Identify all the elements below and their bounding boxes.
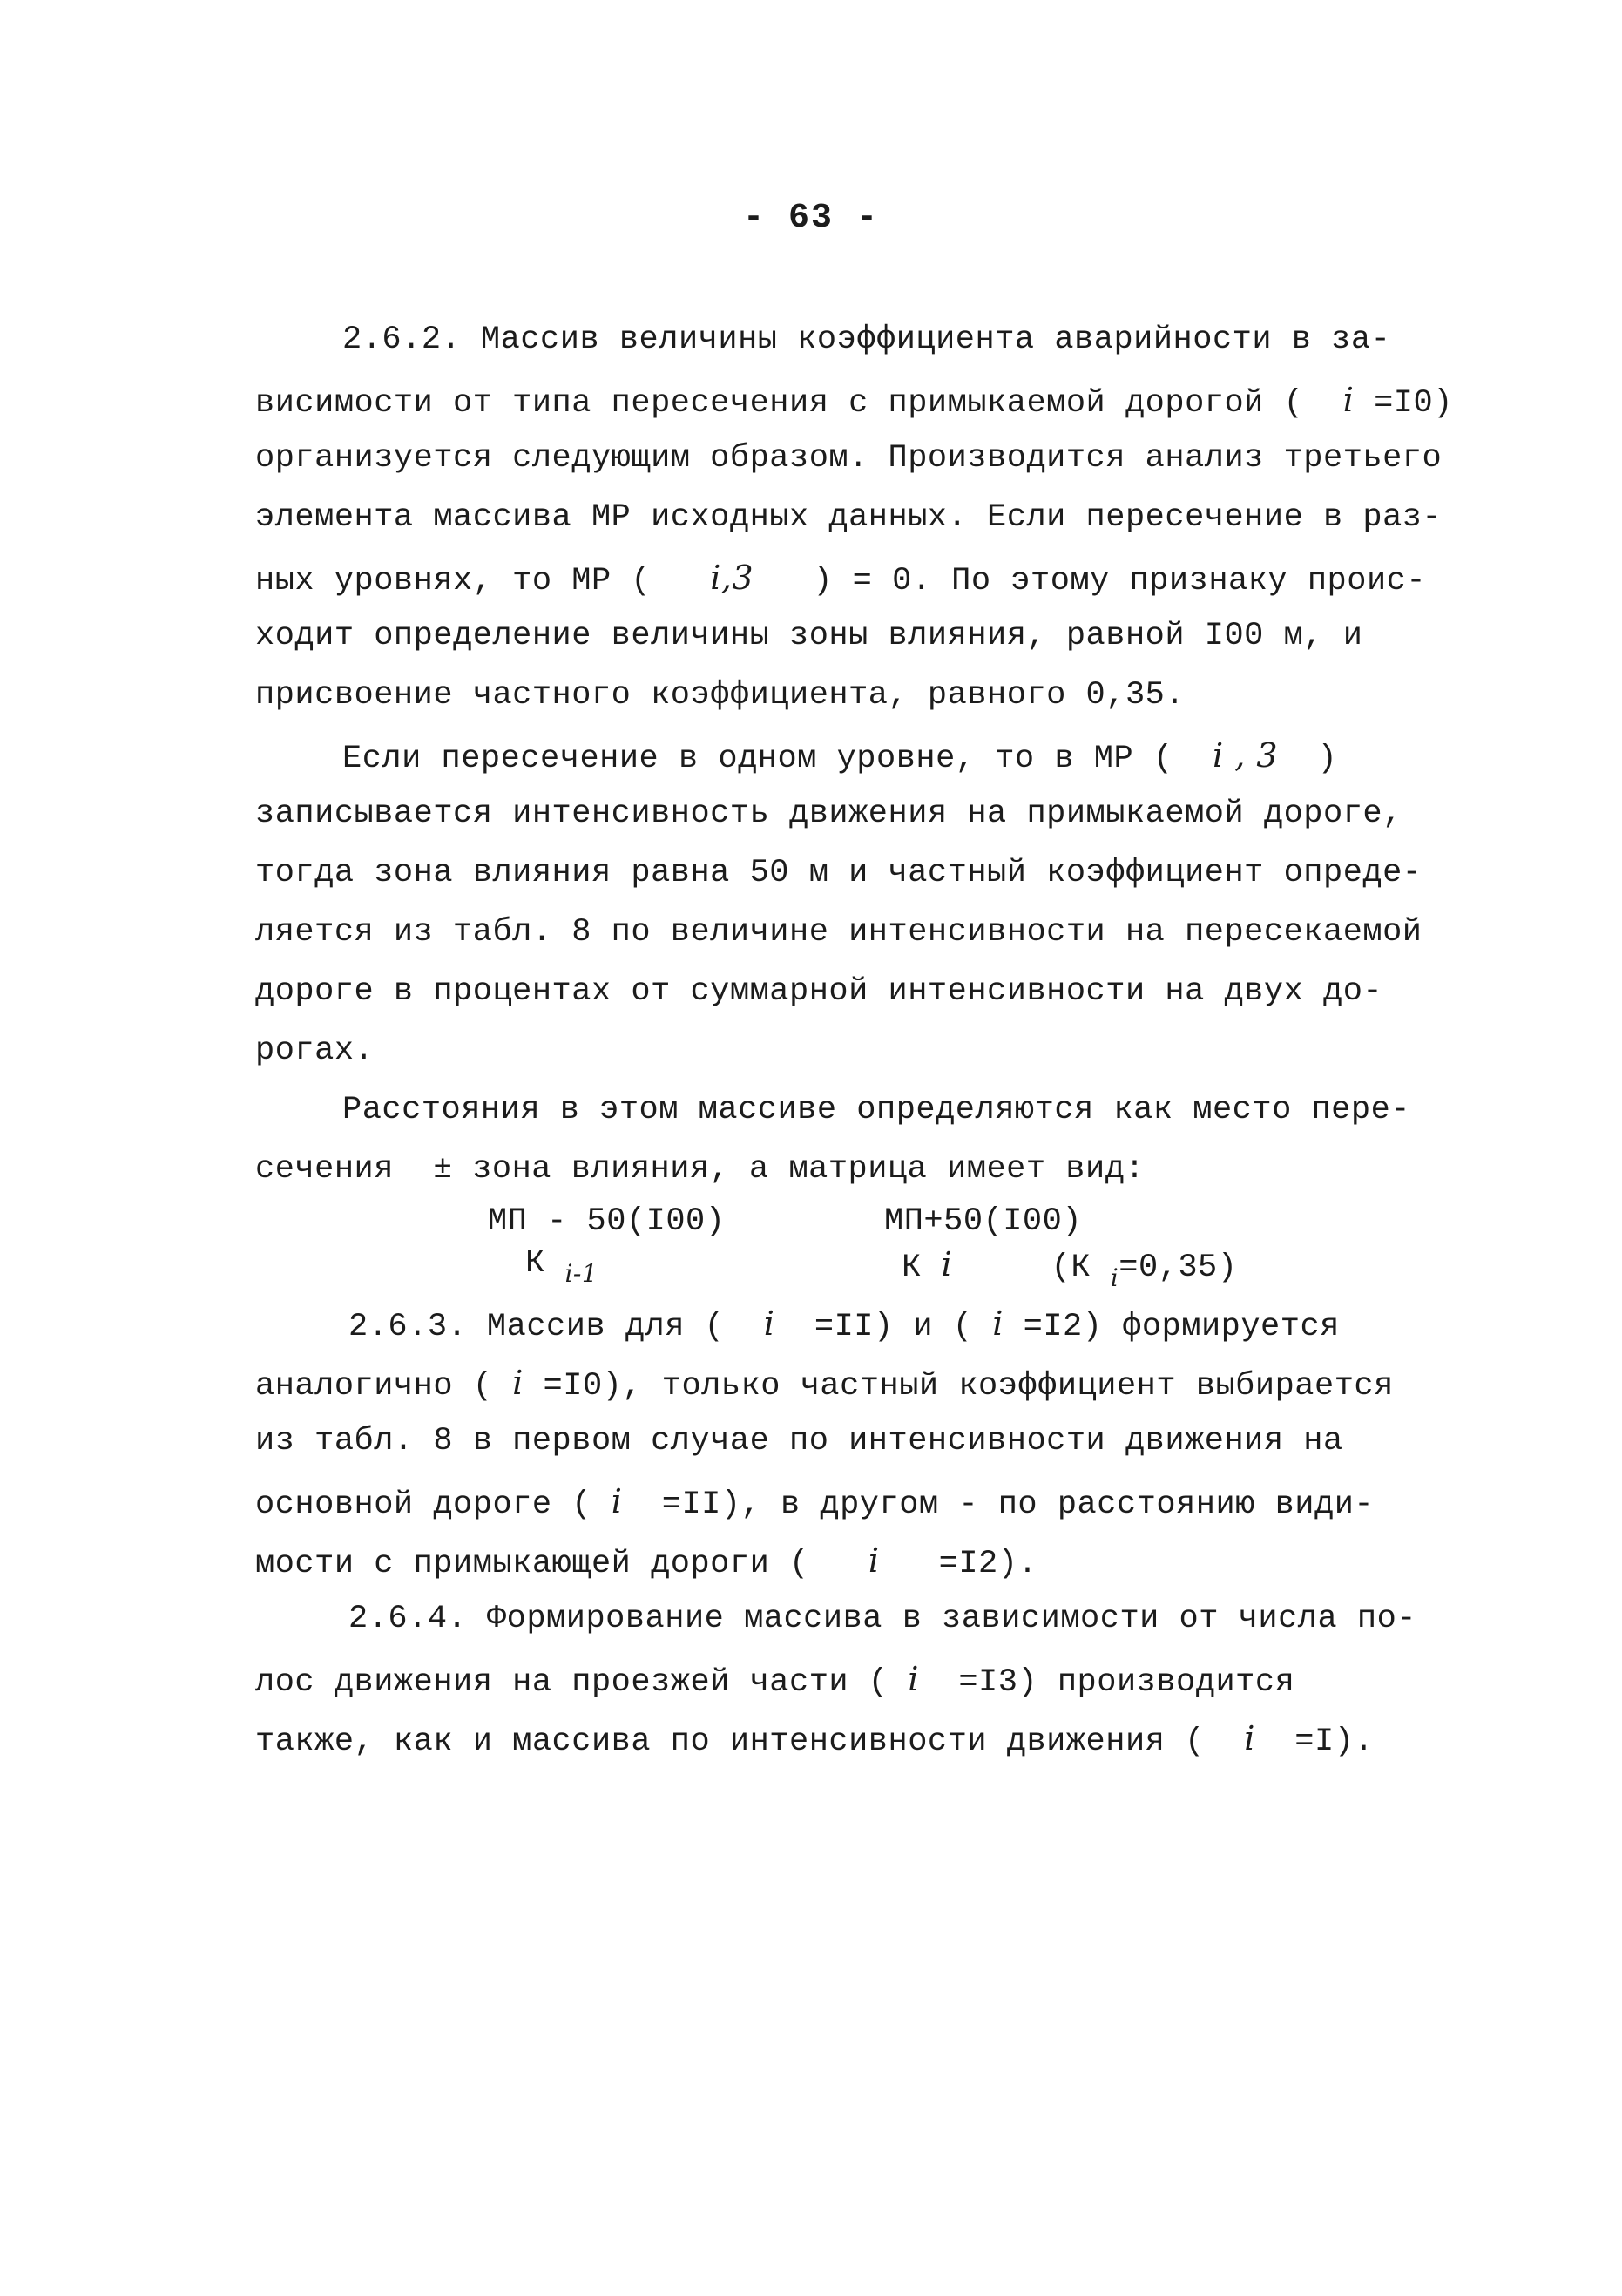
text-fragment: =I3) производится [958,1664,1295,1701]
text-line: Расстояния в этом массиве определяются как место пере- [342,1092,1410,1128]
text-fragment: ) [1317,741,1338,777]
text-fragment: =0,35) [1119,1250,1238,1286]
text-fragment: =II), в другом - по расстоянию види- [661,1487,1375,1523]
plus-minus-sign: ± [433,1151,453,1187]
text-fragment: основной дороге ( [255,1487,591,1523]
text-line [342,736,1338,777]
coefficient-k: К [525,1245,545,1282]
text-fragment: ) = 0. По этому признаку проис- [813,563,1427,599]
math-index-i: i [908,1660,919,1698]
text-line [255,1541,1038,1582]
text-fragment: мости с примыкающей дороги ( [255,1546,809,1582]
text-line: организуется следующим образом. Производится анализ третьего [255,440,1443,477]
matrix-cell-left-top: МП - 50(I00) [488,1203,726,1240]
text-fragment: аналогично ( [255,1368,493,1405]
coefficient-k: К [902,1250,922,1286]
text-line [255,1366,1394,1403]
text-line [255,383,1453,420]
text-fragment: (К [1051,1250,1091,1286]
text-line: ляется из табл. 8 по величине интенсивности на пересекаемой [255,914,1423,951]
math-index-i: i [763,1304,775,1343]
text-fragment: Если пересечение в одном уровне, то в МР ( [342,741,1173,777]
text-fragment: =I2) формируется [1023,1309,1340,1345]
text-line: элемента массива МР исходных данных. Если пересечение в раз- [255,499,1443,536]
text-fragment: висимости от типа пересечения с примыкаемой дорогой ( [255,385,1304,422]
math-index-i: i [1244,1719,1255,1758]
text-line [255,561,1426,598]
math-index-i: i [512,1364,524,1402]
text-line: 2.6.4. Формирование массива в зависимости от числа по- [348,1601,1416,1637]
text-fragment: 2.6.3. Массив для ( [348,1309,725,1345]
text-line: из табл. 8 в первом случае по интенсивности движения на [255,1423,1343,1460]
text-fragment: =I0) [1374,385,1453,422]
text-line: рогах. [255,1033,375,1069]
page-number: - 63 - [742,199,880,238]
math-index-i: i [941,1245,953,1283]
text-fragment: также, как и массива по интенсивности движения ( [255,1724,1205,1760]
math-index-i: i [1342,381,1355,419]
text-line: тогда зона влияния равна 50 м и частный коэффициент опреде- [255,855,1423,891]
text-fragment: зона влияния, а матрица имеет вид: [472,1151,1146,1188]
text-fragment: =I). [1294,1724,1375,1760]
text-line: записывается интенсивность движения на примыкаемой дороге, [255,796,1402,832]
text-fragment: ных уровнях, то МР ( [255,563,652,599]
matrix-cell-right-top: МП+50(I00) [884,1203,1083,1240]
text-line: ходит определение величины зоны влияния, равной I00 м, и [255,618,1363,654]
math-index: i , 3 [1212,736,1279,775]
text-line: присвоение частного коэффициента, равного 0,35. [255,677,1186,714]
math-index-i: i [992,1304,1004,1343]
text-line [255,1719,1375,1760]
text-line [255,1660,1295,1701]
text-fragment: =II) и ( [814,1309,973,1345]
text-fragment: лос движения на проезжей части ( [255,1664,889,1701]
matrix-cell-right-bottom [902,1245,1238,1292]
text-line: дороге в процентах от суммарной интенсивности на двух до- [255,973,1383,1010]
math-index-i: i [611,1482,623,1521]
text-fragment: =I0), только частный коэффициент выбирается [543,1368,1394,1405]
math-subscript: i [1110,1263,1119,1292]
text-fragment: =I2). [938,1546,1038,1582]
text-line [255,1482,1375,1523]
text-fragment: сечения [255,1151,394,1188]
matrix-cell-left-bottom [525,1245,598,1288]
math-index-i: i [868,1541,880,1580]
math-subscript: i-1 [564,1259,598,1288]
text-line: 2.6.2. Массив величины коэффициента аварийности в за- [342,322,1391,358]
math-index: i,3 [710,559,754,597]
text-line [255,1151,1146,1188]
text-line [348,1304,1340,1345]
